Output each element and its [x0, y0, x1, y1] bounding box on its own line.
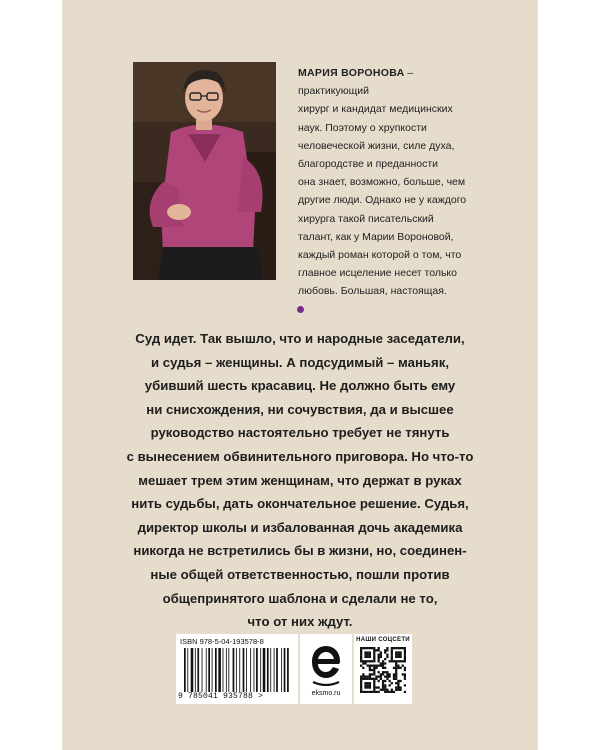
bio-line: главное исцеление несет только — [298, 267, 457, 280]
blurb-line: Суд идет. Так вышло, что и народные заседатели, — [135, 331, 465, 346]
blurb-line: и судья – женщины. А подсудимый – маньяк, — [151, 354, 449, 370]
blurb-line: никогда не встретились бы в жизни, но, соединен- — [133, 543, 467, 559]
blurb-line: директор школы и избалованная дочь академика — [137, 519, 463, 535]
publisher-site[interactable]: eksmo.ru — [311, 690, 341, 697]
bio-line: талант, как у Марии Вороновой, — [298, 230, 454, 243]
author-photo — [133, 62, 276, 280]
book-blurb — [110, 327, 490, 634]
bio-line: хирурга такой писательский — [298, 212, 434, 225]
blurb-line: с вынесением обвинительного приговора. Но что-то — [126, 448, 474, 464]
blurb-line: ные общей ответственностью, пошли против — [150, 566, 450, 582]
qr-title: НАШИ СОЦСЕТИ — [356, 637, 410, 643]
decorative-dot — [297, 306, 304, 313]
blurb-line: нить судьбы, дать окончательное решение. Судья, — [131, 496, 469, 512]
bio-line: другие люди. Однако не у каждого — [298, 194, 467, 207]
bio-line: наук. Поэтому о хрупкости — [298, 121, 427, 134]
barcode-panel — [176, 634, 298, 704]
barcode — [184, 648, 290, 692]
publisher-panel — [300, 634, 352, 704]
blurb-line: руководство настоятельно требует не тянуть — [150, 425, 450, 441]
qr-code[interactable] — [360, 647, 406, 693]
bio-line: – практикующий — [298, 67, 414, 98]
author-name: МАРИЯ ВОРОНОВА — [298, 67, 405, 79]
blurb-line: мешает трем этим женщинам, что держат в руках — [138, 472, 462, 488]
blurb-line: ни снисхождения, ни сочувствия, да и высшее — [146, 401, 454, 417]
bio-line: хирург и кандидат медицинских — [298, 103, 453, 116]
bio-line: любовь. Большая, настоящая. — [298, 285, 447, 298]
barcode-digits: 9 785041 935788 > — [178, 692, 264, 701]
qr-panel — [354, 634, 412, 704]
isbn-number: ISBN 978-5-04-193578-8 — [180, 637, 264, 646]
blurb-line: что от них ждут. — [247, 614, 353, 630]
eksmo-logo-icon — [309, 642, 343, 686]
author-bio — [298, 64, 478, 301]
bio-line: она знает, возможно, больше, чем — [298, 176, 466, 189]
blurb-line: общепринятого шаблона и сделали не то, — [162, 590, 438, 606]
blurb-line: убивший шесть красавиц. Не должно быть ему — [144, 378, 456, 394]
bio-line: благородстве и преданности — [298, 158, 439, 171]
bio-line: человеческой жизни, силе духа, — [298, 139, 455, 152]
bio-line: каждый роман которой о том, что — [298, 249, 462, 262]
